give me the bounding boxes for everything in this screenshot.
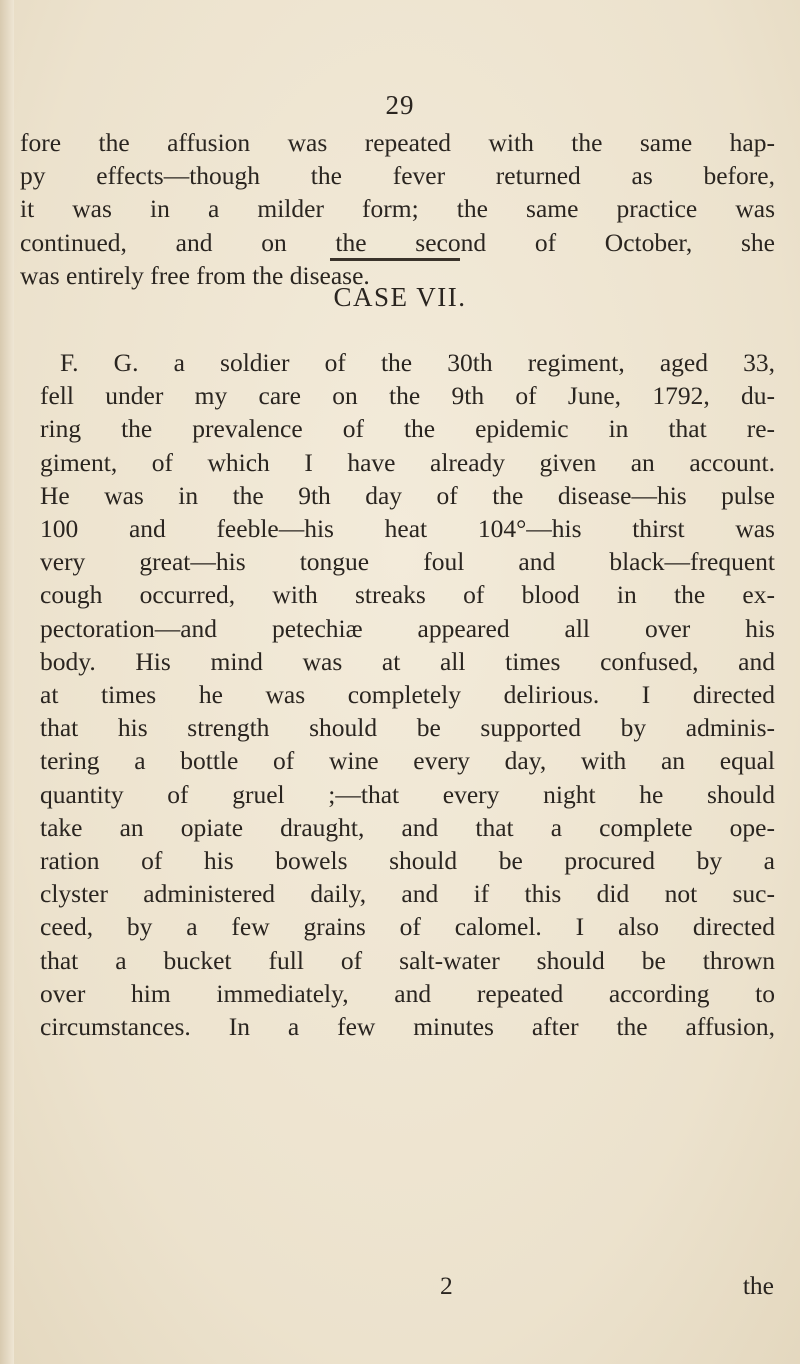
text-line: 100 and feeble—his heat 104°—his thirst was [40, 514, 775, 544]
text-line: quantity of gruel ;—that every night he should [40, 779, 775, 809]
page-number: 29 [385, 90, 415, 120]
text-line: cough occurred, with streaks of blood in the ex- [40, 580, 775, 610]
text-line: pectoration—and petechiæ appeared all over his [40, 613, 775, 643]
text-line: very great—his tongue foul and black—frequent [40, 547, 775, 577]
text-line: tering a bottle of wine every day, with an equal [40, 746, 775, 776]
page-gutter-edge [0, 0, 14, 1364]
text-line: continued, and on the second of October, she [20, 227, 775, 257]
page-footer [0, 1271, 800, 1305]
paragraph-case-vii [40, 346, 775, 1043]
text-line: ring the prevalence of the epidemic in that re- [40, 414, 775, 444]
paragraph-continuation [20, 126, 775, 292]
text-line: py effects—though the fever returned as before, [20, 161, 775, 191]
text-line: over him immediately, and repeated according to [40, 978, 775, 1008]
text-line: was entirely free from the disease. [20, 260, 370, 290]
text-line: it was in a milder form; the same practice was [20, 194, 775, 224]
text-line: F. G. a soldier of the 30th regiment, aged 33, [60, 348, 775, 377]
text-line: ration of his bowels should be procured by a [40, 846, 775, 876]
text-line: fell under my care on the 9th of June, 1792, du- [40, 381, 775, 411]
text-line: giment, of which I have already given an account. [40, 447, 775, 477]
text-line: fore the affusion was repeated with the same hap- [20, 128, 775, 157]
text-line: that his strength should be supported by adminis- [40, 713, 775, 743]
text-line: clyster administered daily, and if this did not suc- [40, 879, 775, 909]
text-line: He was in the 9th day of the disease—his pulse [40, 480, 775, 510]
text-line: body. His mind was at all times confused, and [40, 646, 775, 676]
text-line: take an opiate draught, and that a complete ope- [40, 812, 775, 842]
case-heading: CASE VII. [333, 282, 467, 312]
text-line: at times he was completely delirious. I directed [40, 680, 775, 710]
text-line: circumstances. In a few minutes after the affusion, [40, 1012, 775, 1042]
catchword: the [742, 1271, 774, 1300]
signature-mark: 2 [440, 1271, 453, 1300]
section-divider-rule [330, 258, 460, 261]
text-line: that a bucket full of salt-water should be thrown [40, 945, 775, 975]
text-line: ceed, by a few grains of calomel. I also directed [40, 912, 775, 942]
